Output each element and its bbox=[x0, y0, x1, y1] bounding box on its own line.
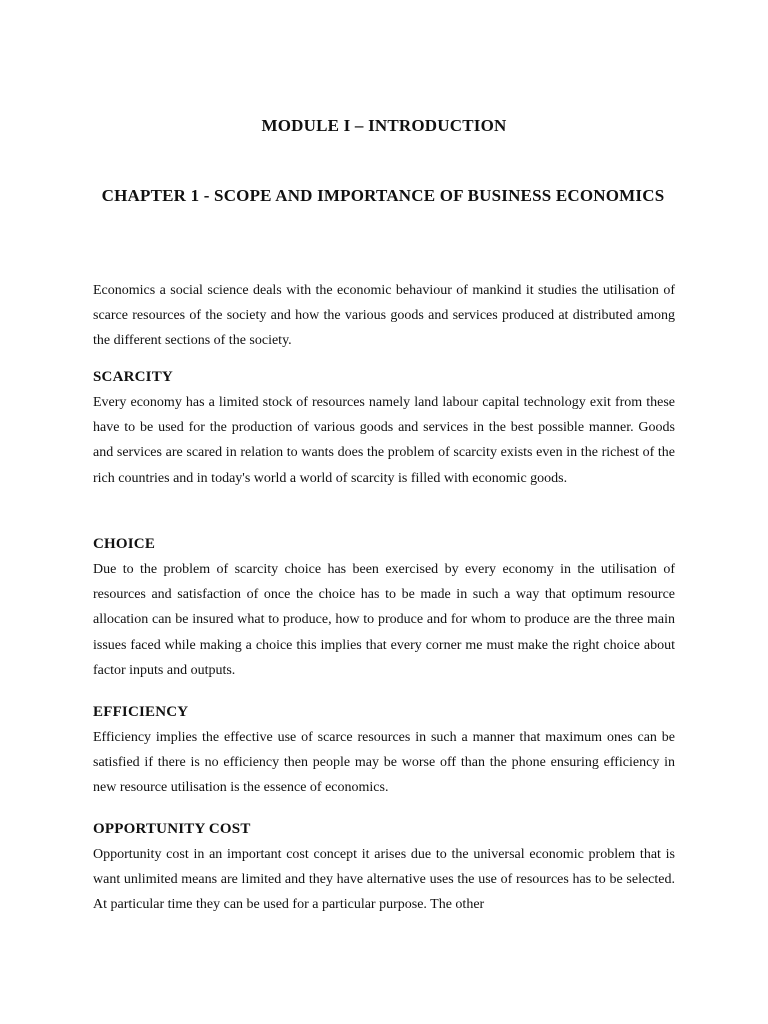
section-opportunity-cost bbox=[93, 821, 675, 918]
section-paragraph: Opportunity cost in an important cost concept it arises due to the universal economic problem that is want unlimited means are limited and they have alternative uses the use of resources has to be selected. At particular time they can be used for a particular purpose. The other bbox=[93, 847, 675, 913]
section-scarcity bbox=[93, 369, 675, 491]
section-efficiency bbox=[93, 704, 675, 801]
chapter-title: CHAPTER 1 - SCOPE AND IMPORTANCE OF BUSINESS ECONOMICS bbox=[101, 186, 665, 205]
section-paragraph: Every economy has a limited stock of resources namely land labour capital technology exit from these have to be used for the production of various goods and services in the best possible manner. Goods and services are scared in relation to wants does the problem of scarcity exists even in the richest of the rich countries and in today's world a world of scarcity is filled with economic goods. bbox=[93, 395, 675, 486]
section-paragraph: Due to the problem of scarcity choice has been exercised by every economy in the utilisation of resources and satisfaction of once the choice has to be made in such a way that optimum resource allocation can be insured what to produce, how to produce and for whom to produce are the three main issues faced while making a choice this implies that every corner me must make the right choice about factor inputs and outputs. bbox=[93, 562, 675, 678]
section-heading: CHOICE bbox=[93, 536, 156, 552]
section-heading: OPPORTUNITY COST bbox=[93, 821, 251, 837]
module-title: MODULE I – INTRODUCTION bbox=[261, 116, 507, 135]
intro-block bbox=[93, 278, 675, 354]
section-heading: SCARCITY bbox=[93, 369, 173, 385]
section-heading: EFFICIENCY bbox=[93, 704, 189, 720]
section-choice bbox=[93, 536, 675, 683]
section-paragraph: Efficiency implies the effective use of scarce resources in such a manner that maximum ones can be satisfied if there is no efficiency then people may be worse off than the phone ensuring efficiency in new resource utilisation is the essence of economics. bbox=[93, 730, 675, 796]
intro-paragraph: Economics a social science deals with the economic behaviour of mankind it studies the utilisation of scarce resources of the society and how the various goods and services produced at distributed among the different sections of the society. bbox=[93, 283, 675, 349]
